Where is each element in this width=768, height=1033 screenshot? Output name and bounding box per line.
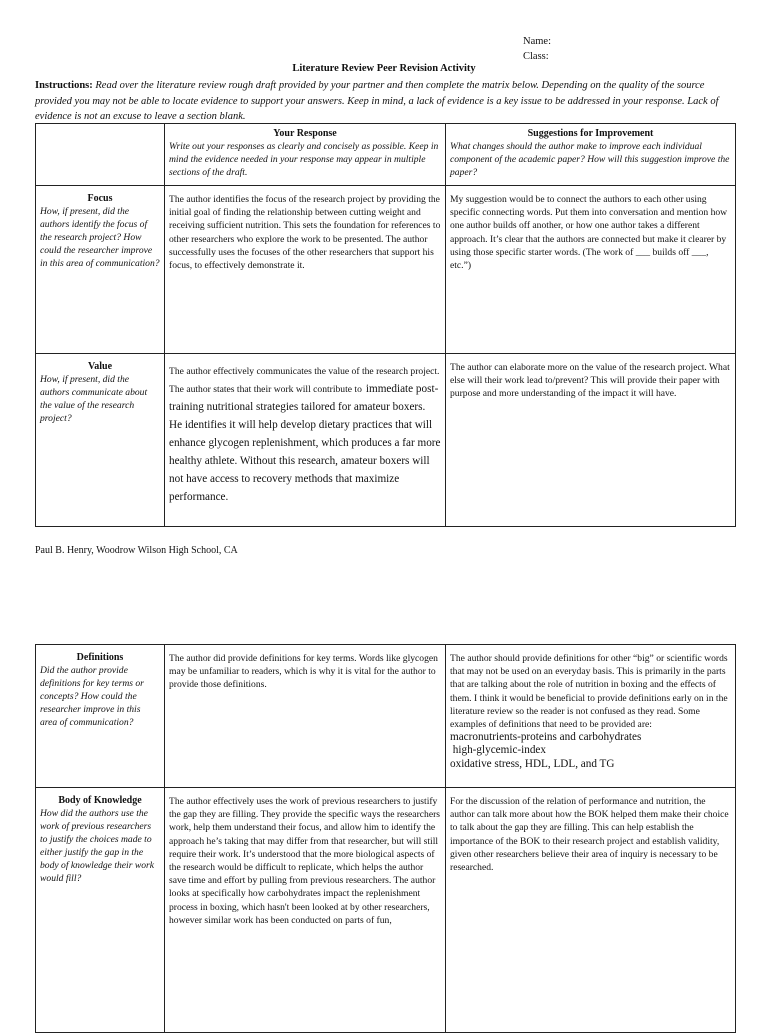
- bok-suggestion[interactable]: For the discussion of the relation of performance and nutrition, the author can talk more about how the BOK helped them make their choice to talk about the gap they are filling. This can help establish the importance of the BOK to their research project and establish validity, given other researchers believe their area of inquiry is necessary to be researched.: [446, 788, 736, 1033]
- definitions-suggestion-text: The author should provide definitions for other “big” or scientific words that may not be used on an everyday basis. This is primarily in the parts that are talking about the role of nutrition in boxing and the effects of them. I think it would be beneficial to provide definitions early on in the literature review so the reader is not confused as they read. Some examples of definitions that need to be provided are:: [450, 653, 728, 731]
- definitions-example: high-glycemic-index: [450, 744, 546, 757]
- definitions-question: Did the author provide definitions for key terms or concepts? How could the researcher improve in this area of communication?: [40, 665, 144, 728]
- value-suggestion[interactable]: The author can elaborate more on the value of the research project. What else will their work lead to/prevent? This will provide their paper with purpose and more understanding of the impact it will have.: [446, 354, 736, 527]
- definitions-example: macronutrients-proteins and carbohydrates: [450, 731, 642, 744]
- suggestions-column-title: Suggestions for Improvement: [527, 128, 654, 139]
- suggestions-column-header: [446, 124, 736, 186]
- focus-title: Focus: [87, 193, 113, 204]
- instructions: [35, 78, 735, 125]
- response-column-title: Your Response: [273, 128, 337, 139]
- value-row: [36, 354, 736, 527]
- definitions-example: oxidative stress, HDL, LDL, and TG: [450, 757, 615, 770]
- bok-prompt-cell: [36, 788, 165, 1033]
- definitions-response[interactable]: The author did provide definitions for key terms. Words like glycogen may be unfamiliar to readers, which is why it is vital for the author to provide those definitions.: [165, 645, 446, 788]
- corner-cell: [36, 124, 165, 186]
- name-label: Name:: [523, 36, 551, 47]
- value-response-part1: The author effectively communicates the value of the research project. The author states that their work will contribute to: [169, 366, 440, 395]
- bok-response[interactable]: The author effectively uses the work of previous researchers to justify the gap they are filling. They provide the specific ways the researchers work, help them understand their focus, and allow him to identify the approach he’s taking that may differ from that researcher, but will still require their work. It’s understood that the more biological aspects of the research would be difficult to replicate, which helps the author save time and effort by pulling from previous researchers. The author looks at specifically how carbohydrates impact the replenishment process in boxing, which hasn't been looked at by other researchers, however similar work has been conducted on parts of fun,: [165, 788, 446, 1033]
- class-label: Class:: [523, 51, 549, 62]
- value-response[interactable]: [165, 354, 446, 527]
- definitions-suggestion[interactable]: [446, 645, 736, 788]
- value-response-part2: immediate post-training nutritional strategies tailored for amateur boxers. He identifies it will help develop dietary practices that will enhance glycogen replenishment, which produces a far more healthy athlete. Without this research, amateur boxers will not have access to recovery methods that maximize performance.: [169, 383, 441, 503]
- focus-question: How, if present, did the authors identify the focus of the research project? How could the researcher improve in this area of communication?: [40, 206, 160, 269]
- focus-response[interactable]: The author identifies the focus of the research project by providing the initial goal of finding the relationship between cutting weight and receiving sufficient nutrition. This sets the foundation for references to other researchers who explore the work to be presented. The author successfully uses the focuses of the other researchers that support his focus, to effectively demonstrate it.: [165, 186, 446, 354]
- focus-prompt-cell: [36, 186, 165, 354]
- value-title: Value: [87, 361, 113, 372]
- value-prompt-cell: [36, 354, 165, 527]
- definitions-title: Definitions: [76, 652, 124, 663]
- focus-row: [36, 186, 736, 354]
- response-column-subtitle: Write out your responses as clearly and concisely as possible. Keep in mind the evidence needed in your response may appear in multiple sections of the draft.: [169, 141, 439, 178]
- bok-question: How did the authors use the work of previous researchers to justify the choices made to either justify the gap in the body of knowledge their work would fill?: [40, 808, 155, 884]
- suggestions-column-subtitle: What changes should the author make to improve each individual component of the academic paper? How will this suggestion improve the paper?: [450, 141, 730, 178]
- body-of-knowledge-row: [36, 788, 736, 1033]
- header-row: [36, 124, 736, 186]
- instructions-text: Read over the literature review rough draft provided by your partner and then complete the matrix below. Depending on the quality of the source provided you may not be able to locate evidence to support your answers. Keep in mind, a lack of evidence is a key issue to be addressed in your response. Lack of evidence is not an excuse to leave a section blank.: [35, 80, 719, 122]
- definitions-row: [36, 645, 736, 788]
- instructions-label: Instructions:: [35, 80, 93, 91]
- revision-matrix-part2: [35, 644, 736, 1033]
- page-title: Literature Review Peer Revision Activity: [292, 63, 476, 74]
- response-column-header: [165, 124, 446, 186]
- bok-title: Body of Knowledge: [58, 795, 142, 806]
- revision-matrix-part1: [35, 123, 736, 527]
- definitions-prompt-cell: [36, 645, 165, 788]
- footer-attribution: Paul B. Henry, Woodrow Wilson High School, CA: [35, 545, 238, 556]
- focus-suggestion[interactable]: My suggestion would be to connect the authors to each other using specific connecting words. Put them into conversation and mention how one author builds off another, or how one author takes a different approach. It’s clear that the authors are connected but make it clearer by using those specific starter words. (The work of ___ builds off ___, etc.”): [446, 186, 736, 354]
- value-question: How, if present, did the authors communicate about the value of the research project?: [40, 374, 148, 424]
